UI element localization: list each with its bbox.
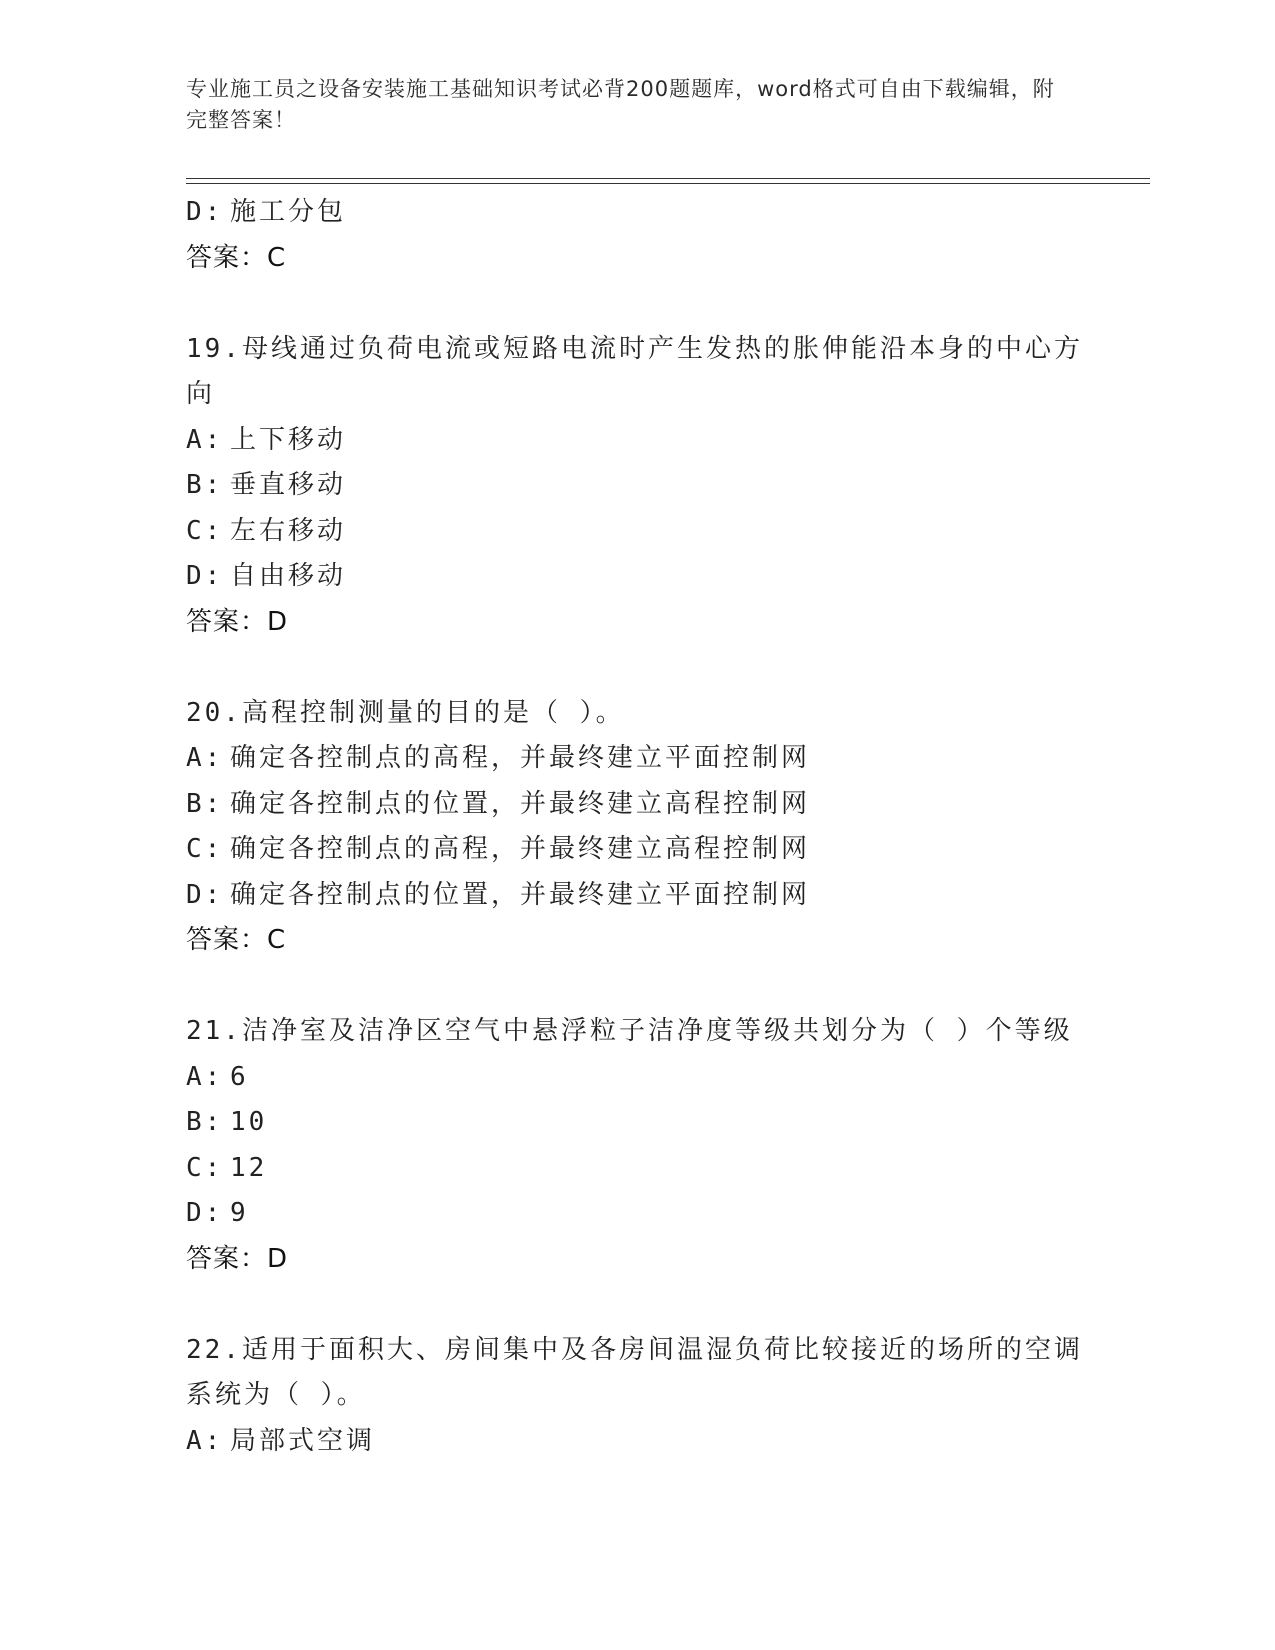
question-block <box>186 190 1076 281</box>
option-line <box>186 509 1076 555</box>
option-label: B: <box>186 1107 224 1137</box>
option-text: 左右移动 <box>230 515 347 546</box>
answer-line: 答案：D <box>186 1243 289 1274</box>
question-block <box>186 1328 1083 1465</box>
option-text: 确定各控制点的位置，并最终建立高程控制网 <box>230 788 811 819</box>
option-label: C: <box>186 515 224 546</box>
question-text-line: 向 <box>186 379 216 409</box>
option-text: 自由移动 <box>230 561 347 591</box>
option-label: D: <box>186 561 224 591</box>
header-divider-thick <box>186 178 1150 179</box>
question-block <box>186 691 1076 964</box>
option-line <box>186 736 1076 782</box>
option-text: 施工分包 <box>230 197 347 227</box>
option-line <box>186 190 1076 236</box>
question-text-line: 22.适用于面积大、房间集中及各房间温湿负荷比较接近的场所的空调 <box>186 1334 1083 1365</box>
option-line <box>186 1146 1076 1192</box>
question-block <box>186 327 1083 646</box>
option-text: 10 <box>230 1107 268 1137</box>
option-text: 上下移动 <box>230 424 347 455</box>
option-label: B: <box>186 788 224 819</box>
option-label: C: <box>186 1152 224 1183</box>
option-label: D: <box>186 1198 224 1228</box>
option-line <box>186 782 1076 828</box>
option-text: 9 <box>230 1198 249 1228</box>
option-line <box>186 1055 1076 1101</box>
option-label: D: <box>186 879 224 910</box>
option-line <box>186 1191 1076 1237</box>
question-text-line: 21.洁净室及洁净区空气中悬浮粒子洁净度等级共划分为（ ）个等级 <box>186 1016 1073 1046</box>
option-line <box>186 873 1076 919</box>
option-text: 确定各控制点的位置，并最终建立平面控制网 <box>230 879 811 910</box>
question-text-line: 19.母线通过负荷电流或短路电流时产生发热的胀伸能沿本身的中心方 <box>186 333 1083 364</box>
option-line <box>186 418 1076 464</box>
option-text: 确定各控制点的高程，并最终建立高程控制网 <box>230 834 811 864</box>
option-label: B: <box>186 470 224 500</box>
option-text: 局部式空调 <box>230 1425 376 1456</box>
option-text: 6 <box>230 1061 249 1092</box>
question-text-line: 20.高程控制测量的目的是（ ）。 <box>186 697 625 728</box>
answer-line: 答案：C <box>186 925 287 955</box>
option-text: 12 <box>230 1152 268 1183</box>
option-line <box>186 1419 1076 1465</box>
option-line <box>186 463 1076 509</box>
option-label: A: <box>186 1061 224 1092</box>
header-divider-thin <box>186 183 1150 184</box>
answer-line: 答案：D <box>186 606 289 637</box>
document-header-title: 专业施工员之设备安装施工基础知识考试必背200题题库，word格式可自由下载编辑，附完整答案！ <box>186 77 1055 132</box>
question-text-line: 系统为（ ）。 <box>186 1380 366 1410</box>
answer-line: 答案：C <box>186 242 287 273</box>
option-label: A: <box>186 424 224 455</box>
option-label: A: <box>186 743 224 773</box>
option-label: D: <box>186 197 224 227</box>
option-text: 确定各控制点的高程，并最终建立平面控制网 <box>230 743 811 773</box>
option-label: A: <box>186 1425 224 1456</box>
option-label: C: <box>186 834 224 864</box>
option-line <box>186 827 1076 873</box>
option-line <box>186 554 1076 600</box>
question-list <box>186 190 1083 1464</box>
option-line <box>186 1100 1076 1146</box>
option-text: 垂直移动 <box>230 470 347 500</box>
question-block <box>186 1009 1076 1282</box>
